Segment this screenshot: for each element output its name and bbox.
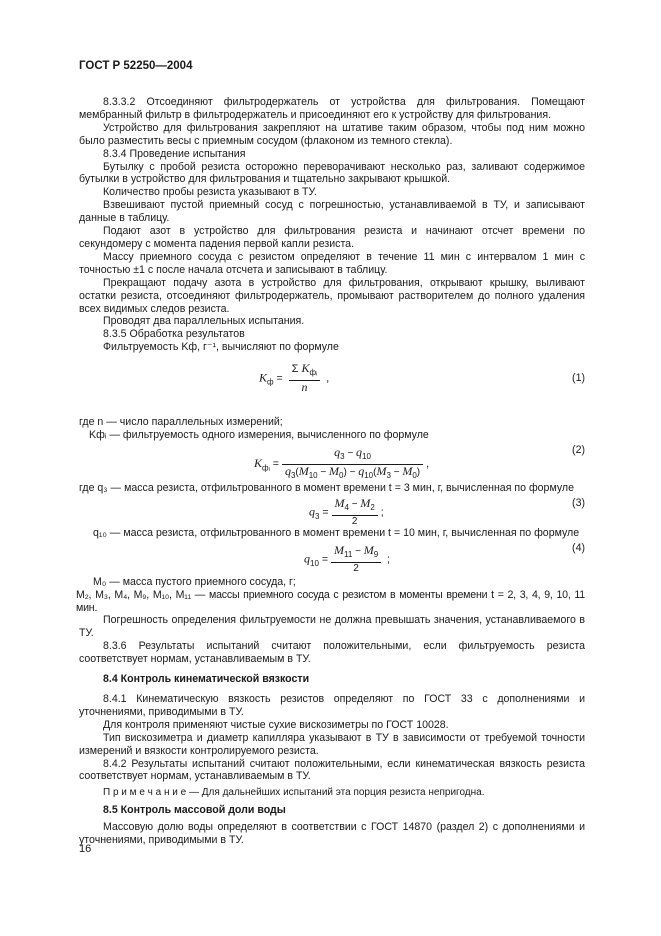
formula-2-number: (2) [572, 443, 585, 456]
para-836: 8.3.6 Результаты испытаний считают положительными, если фильтруемость резиста соответствует нормам, устанавливаемым в ТУ. [79, 640, 585, 666]
q3-def: где q₃ — масса резиста, отфильтрованного в момент времени t = 3 мин, г, вычисленная по формуле [79, 481, 574, 494]
para-error: Погрешность определения фильтруемости не должна превышать значения, устанавливаемого в ТУ. [79, 614, 585, 640]
page-number: 16 [79, 843, 92, 855]
note: П р и м е ч а н и е — Для дальнейших испытаний эта порция резиста непригодна. [103, 787, 485, 799]
page-body [76, 96, 585, 847]
para-841-a: Для контроля применяют чистые сухие вискозиметры по ГОСТ 10028. [103, 718, 449, 731]
formula-3-expr: $q_3$ = $\frac{M_4 - M_2}{2}$ ; [309, 495, 384, 527]
para-834-d: Подают азот в устройство для фильтрования резиста и начинают отсчет времени по секундомеру с момента падения первой капли резиста. [79, 225, 585, 250]
kfi-def: Kфᵢ — фильтруемость одного измерения, вычисленного по формуле [89, 429, 429, 442]
formula-1 [79, 354, 585, 416]
where-n: где n — число параллельных измерений; [79, 416, 283, 429]
para-834-g: Проводят два параллельных испытания. [103, 315, 305, 328]
para-841-b: Тип вискозиметра и диаметр капилляра указывают в ТУ в зависимости от требуемой точности измерений и вязкости контролируемого резиста. [79, 731, 585, 757]
para-835-a: Фильтруемость Kф, г⁻¹, вычисляют по формуле [103, 341, 339, 354]
para-841: 8.4.1 Кинематическую вязкость резистов определяют по ГОСТ 33 с дополнениями и уточнениями, приводимыми в ТУ. [79, 693, 585, 718]
q10-def: q₁₀ — масса резиста, отфильтрованного в момент времени t = 10 мин, г, вычисленная по формуле [93, 526, 580, 539]
m0-def: M₀ — масса пустого приемного сосуда, г; [93, 575, 296, 588]
formula-2 [79, 442, 585, 482]
formula-4-number: (4) [572, 541, 585, 554]
para-85: Массовую долю воды определяют в соответствии с ГОСТ 14870 (раздел 2) с дополнениями и уточнениями, приводимыми в ТУ. [79, 821, 585, 847]
para-834-b: Количество пробы резиста указывают в ТУ. [103, 186, 317, 199]
heading-835: 8.3.5 Обработка результатов [103, 328, 245, 341]
heading-84: 8.4 Контроль кинематической вязкости [103, 673, 310, 686]
para-834-f: Прекращают подачу азота в устройство для фильтрования, открывают крышку, выливают остатки резиста, отсоединяют фильтродержатель, промывают растворителем до полного удаления всех видимых следов резиста. [79, 276, 585, 315]
para-834-e: Массу приемного сосуда с резистом определяют в течение 11 мин с интервалом 1 мин с точностью ±1 с после начала отсчета и записывают в таблицу. [79, 250, 585, 276]
para-834-c: Взвешивают пустой приемный сосуд с погрешностью, устанавливаемой в ТУ, и записывают данные в таблицу. [79, 199, 585, 225]
document-header: ГОСТ Р 52250—2004 [79, 60, 193, 72]
formula-2-expr: $K_{фᵢ}$ = $\frac{q_3 - q_{10}}{q_3(M_{10} - M_0) - q_{10}(M_3 - M_0)}$ , [254, 444, 430, 480]
formula-1-number: (1) [572, 372, 585, 385]
para-8332-b: Устройство для фильтрования закрепляют на штативе таким образом, чтобы под ним можно было разместить весы с приемным сосудом (флаконом из темного стекла). [79, 121, 585, 147]
para-842: 8.4.2 Результаты испытаний считают положительными, если кинематическая вязкость резиста соответствует нормам, устанавливаемым в ТУ. [79, 757, 585, 783]
formula-4-expr: $q_{10}$ = $\frac{M_{11} - M_9}{2}$ ; [304, 542, 390, 574]
para-8332: 8.3.3.2 Отсоединяют фильтродержатель от устройства для фильтрования. Помещают мембранный фильтр в фильтродержатель и присоединяют его к устройству для фильтрования. [79, 96, 585, 121]
mlist-def: M₂, M₃, M₄, M₉, M₁₀, M₁₁ — массы приемного сосуда с резистом в моменты времени t = 2, 3, 4, 9, 10, 11 мин. [76, 588, 585, 614]
formula-4 [79, 540, 585, 576]
heading-85: 8.5 Контроль массовой доли воды [103, 804, 286, 817]
formula-3 [79, 495, 585, 527]
heading-834: 8.3.4 Проведение испытания [103, 147, 246, 160]
formula-1-expr: $K_ф$ = $\frac{\Sigma K_{фᵢ}}{n}$ , [259, 361, 330, 395]
para-834-a: Бутылку с пробой резиста осторожно переворачивают несколько раз, заливают содержимое бутылки в устройство для фильтрования и тщательно закрывают крышкой. [79, 160, 585, 186]
formula-3-number: (3) [572, 496, 585, 509]
